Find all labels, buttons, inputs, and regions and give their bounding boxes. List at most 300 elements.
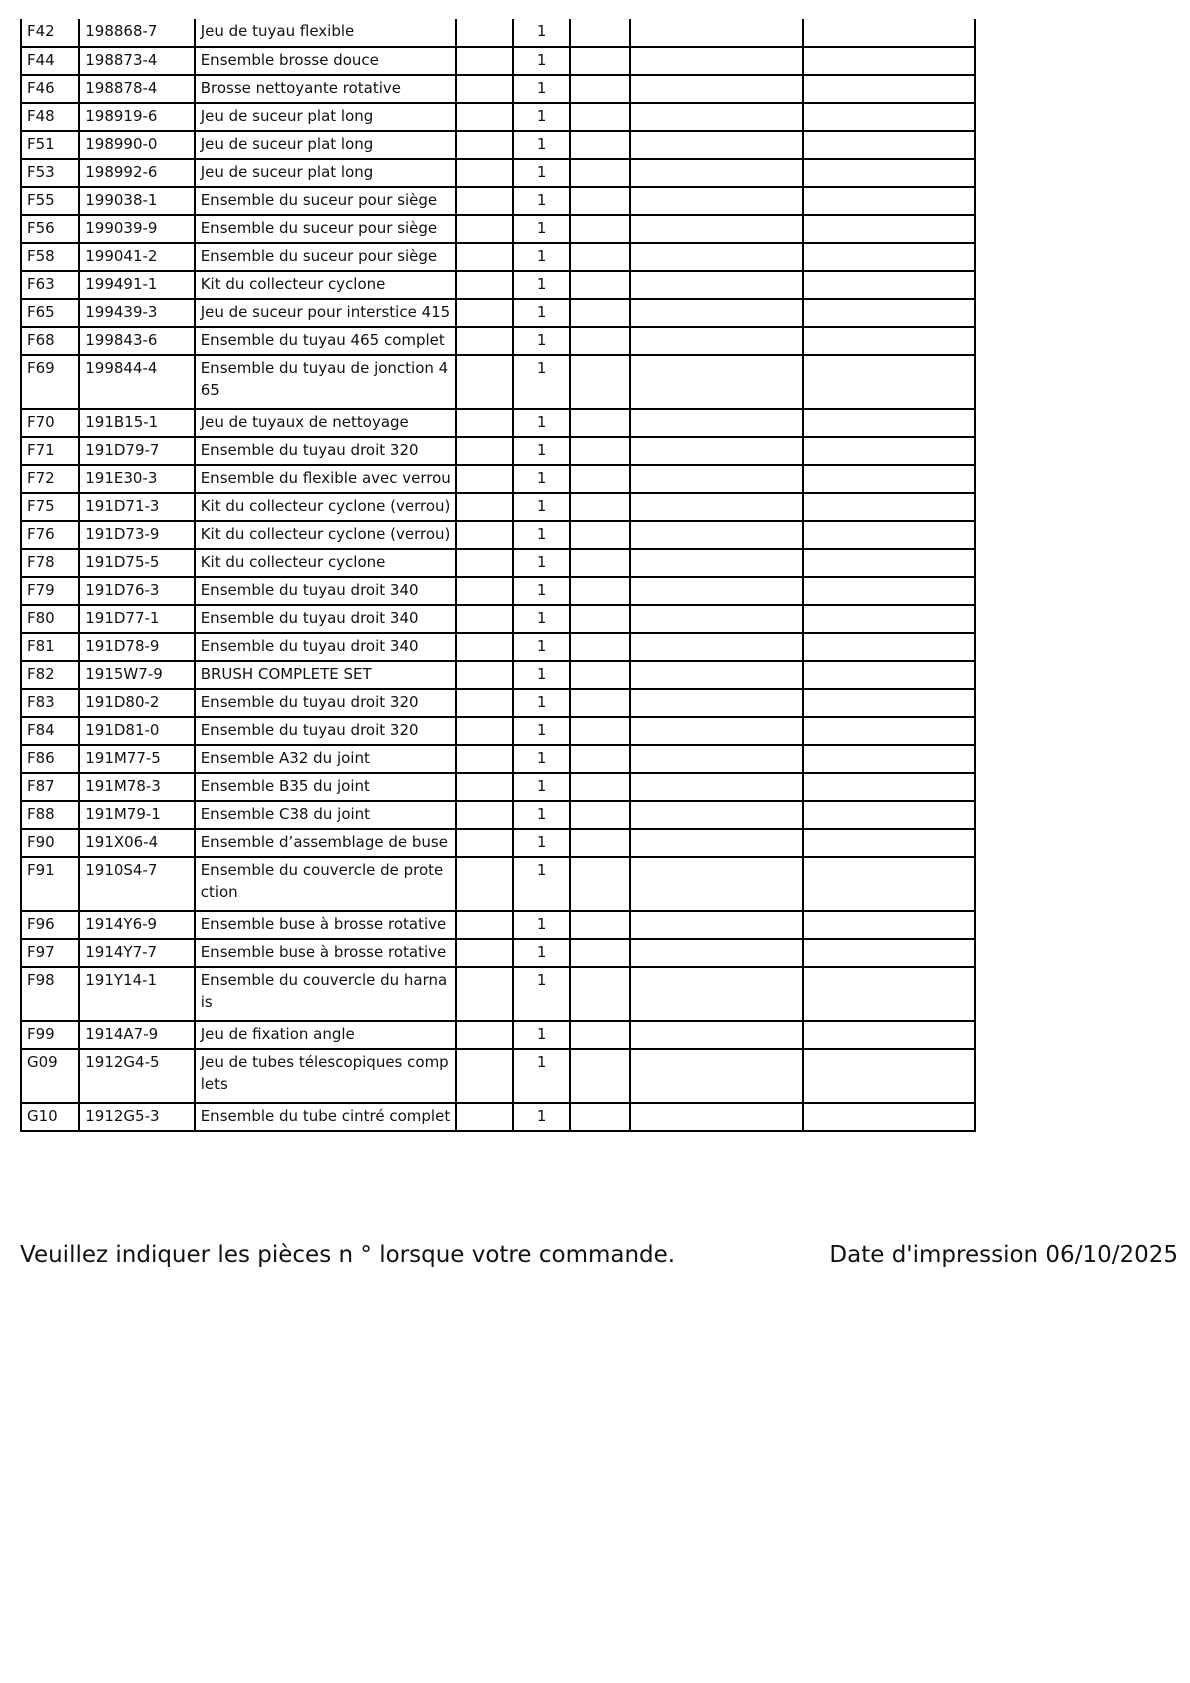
- part-name-cell: Ensemble C38 du joint: [195, 801, 456, 829]
- part-code-cell: 198878-4: [79, 75, 194, 103]
- part-code-cell: 1914Y7-7: [79, 939, 194, 967]
- empty-cell: [570, 159, 629, 187]
- empty-cell: [630, 1049, 804, 1103]
- empty-cell: [570, 75, 629, 103]
- part-name-cell: Ensemble du tuyau 465 complet: [195, 327, 456, 355]
- table-row: [21, 1103, 975, 1131]
- empty-cell: [456, 773, 513, 801]
- part-ref-cell: F75: [21, 493, 79, 521]
- empty-cell: [570, 911, 629, 939]
- part-name-cell: Jeu de tuyau flexible: [195, 19, 456, 47]
- table-row: [21, 437, 975, 465]
- empty-cell: [803, 857, 975, 911]
- empty-cell: [630, 577, 804, 605]
- part-qty-cell: 1: [513, 717, 570, 745]
- empty-cell: [803, 717, 975, 745]
- empty-cell: [570, 355, 629, 409]
- empty-cell: [630, 829, 804, 857]
- empty-cell: [803, 103, 975, 131]
- empty-cell: [456, 521, 513, 549]
- part-name-cell: Jeu de fixation angle: [195, 1021, 456, 1049]
- table-row: [21, 159, 975, 187]
- part-qty-cell: 1: [513, 911, 570, 939]
- table-row: [21, 939, 975, 967]
- part-qty-cell: 1: [513, 187, 570, 215]
- table-row: [21, 75, 975, 103]
- empty-cell: [630, 215, 804, 243]
- part-code-cell: 191D78-9: [79, 633, 194, 661]
- empty-cell: [630, 355, 804, 409]
- empty-cell: [803, 1049, 975, 1103]
- part-name-cell: Ensemble du tuyau de jonction 4 65: [195, 355, 456, 409]
- part-code-cell: 191D73-9: [79, 521, 194, 549]
- empty-cell: [570, 857, 629, 911]
- empty-cell: [803, 801, 975, 829]
- part-name-cell: Ensemble buse à brosse rotative: [195, 911, 456, 939]
- empty-cell: [456, 633, 513, 661]
- empty-cell: [803, 689, 975, 717]
- part-name-cell: Kit du collecteur cyclone (verrou): [195, 493, 456, 521]
- empty-cell: [456, 605, 513, 633]
- part-ref-cell: F68: [21, 327, 79, 355]
- part-code-cell: 191D75-5: [79, 549, 194, 577]
- empty-cell: [456, 577, 513, 605]
- empty-cell: [570, 103, 629, 131]
- part-code-cell: 191M79-1: [79, 801, 194, 829]
- part-ref-cell: F86: [21, 745, 79, 773]
- part-code-cell: 191B15-1: [79, 409, 194, 437]
- empty-cell: [570, 215, 629, 243]
- print-date: Date d'impression 06/10/2025: [829, 1242, 1178, 1268]
- part-name-cell: Ensemble du tuyau droit 340: [195, 577, 456, 605]
- part-name-cell: Jeu de suceur plat long: [195, 103, 456, 131]
- part-qty-cell: 1: [513, 19, 570, 47]
- empty-cell: [803, 939, 975, 967]
- part-code-cell: 191E30-3: [79, 465, 194, 493]
- empty-cell: [630, 327, 804, 355]
- empty-cell: [803, 159, 975, 187]
- part-ref-cell: F51: [21, 131, 79, 159]
- part-qty-cell: 1: [513, 493, 570, 521]
- empty-cell: [570, 633, 629, 661]
- part-code-cell: 198873-4: [79, 47, 194, 75]
- table-row: [21, 1021, 975, 1049]
- empty-cell: [456, 857, 513, 911]
- empty-cell: [456, 689, 513, 717]
- empty-cell: [570, 465, 629, 493]
- empty-cell: [456, 159, 513, 187]
- empty-cell: [803, 1021, 975, 1049]
- part-name-cell: Ensemble du tuyau droit 320: [195, 689, 456, 717]
- part-ref-cell: F84: [21, 717, 79, 745]
- part-name-cell: Ensemble A32 du joint: [195, 745, 456, 773]
- table-row: [21, 633, 975, 661]
- empty-cell: [570, 689, 629, 717]
- part-code-cell: 1910S4-7: [79, 857, 194, 911]
- table-row: [21, 549, 975, 577]
- empty-cell: [456, 355, 513, 409]
- part-qty-cell: 1: [513, 409, 570, 437]
- part-code-cell: 199843-6: [79, 327, 194, 355]
- part-ref-cell: G09: [21, 1049, 79, 1103]
- empty-cell: [570, 661, 629, 689]
- empty-cell: [570, 271, 629, 299]
- part-qty-cell: 1: [513, 1103, 570, 1131]
- empty-cell: [630, 689, 804, 717]
- part-ref-cell: F44: [21, 47, 79, 75]
- part-name-cell: Ensemble B35 du joint: [195, 773, 456, 801]
- part-ref-cell: F63: [21, 271, 79, 299]
- empty-cell: [630, 75, 804, 103]
- part-name-cell: Ensemble du suceur pour siège: [195, 215, 456, 243]
- empty-cell: [456, 661, 513, 689]
- empty-cell: [570, 409, 629, 437]
- empty-cell: [570, 521, 629, 549]
- empty-cell: [456, 493, 513, 521]
- part-qty-cell: 1: [513, 829, 570, 857]
- table-row: [21, 967, 975, 1021]
- empty-cell: [456, 409, 513, 437]
- empty-cell: [803, 215, 975, 243]
- empty-cell: [630, 661, 804, 689]
- empty-cell: [570, 131, 629, 159]
- empty-cell: [803, 829, 975, 857]
- empty-cell: [630, 773, 804, 801]
- part-code-cell: 199491-1: [79, 271, 194, 299]
- part-ref-cell: F56: [21, 215, 79, 243]
- part-qty-cell: 1: [513, 773, 570, 801]
- part-code-cell: 199439-3: [79, 299, 194, 327]
- part-name-cell: Ensemble du tuyau droit 320: [195, 717, 456, 745]
- part-ref-cell: F69: [21, 355, 79, 409]
- table-row: [21, 661, 975, 689]
- empty-cell: [456, 19, 513, 47]
- empty-cell: [456, 939, 513, 967]
- part-code-cell: 191D71-3: [79, 493, 194, 521]
- part-name-cell: Ensemble du flexible avec verrou: [195, 465, 456, 493]
- empty-cell: [456, 103, 513, 131]
- empty-cell: [456, 911, 513, 939]
- part-code-cell: 199039-9: [79, 215, 194, 243]
- part-qty-cell: 1: [513, 577, 570, 605]
- part-qty-cell: 1: [513, 967, 570, 1021]
- table-row: [21, 911, 975, 939]
- table-row: [21, 465, 975, 493]
- empty-cell: [456, 47, 513, 75]
- part-ref-cell: F90: [21, 829, 79, 857]
- empty-cell: [570, 939, 629, 967]
- empty-cell: [630, 437, 804, 465]
- empty-cell: [803, 187, 975, 215]
- part-ref-cell: F72: [21, 465, 79, 493]
- empty-cell: [570, 801, 629, 829]
- empty-cell: [630, 271, 804, 299]
- table-row: [21, 689, 975, 717]
- empty-cell: [570, 299, 629, 327]
- part-code-cell: 191M77-5: [79, 745, 194, 773]
- part-name-cell: Ensemble brosse douce: [195, 47, 456, 75]
- empty-cell: [630, 801, 804, 829]
- part-ref-cell: F58: [21, 243, 79, 271]
- empty-cell: [456, 967, 513, 1021]
- part-qty-cell: 1: [513, 243, 570, 271]
- empty-cell: [630, 633, 804, 661]
- part-qty-cell: 1: [513, 521, 570, 549]
- part-qty-cell: 1: [513, 355, 570, 409]
- part-ref-cell: F65: [21, 299, 79, 327]
- empty-cell: [803, 967, 975, 1021]
- empty-cell: [630, 1021, 804, 1049]
- part-ref-cell: F91: [21, 857, 79, 911]
- empty-cell: [630, 103, 804, 131]
- part-qty-cell: 1: [513, 437, 570, 465]
- empty-cell: [456, 717, 513, 745]
- part-name-cell: Ensemble du tuyau droit 340: [195, 633, 456, 661]
- part-ref-cell: F48: [21, 103, 79, 131]
- table-row: [21, 717, 975, 745]
- empty-cell: [630, 159, 804, 187]
- table-row: [21, 47, 975, 75]
- empty-cell: [630, 717, 804, 745]
- part-qty-cell: 1: [513, 465, 570, 493]
- part-ref-cell: F97: [21, 939, 79, 967]
- empty-cell: [456, 1021, 513, 1049]
- empty-cell: [630, 19, 804, 47]
- empty-cell: [570, 967, 629, 1021]
- part-code-cell: 1915W7-9: [79, 661, 194, 689]
- part-code-cell: 191X06-4: [79, 829, 194, 857]
- part-qty-cell: 1: [513, 801, 570, 829]
- empty-cell: [803, 437, 975, 465]
- empty-cell: [803, 493, 975, 521]
- part-code-cell: 1914Y6-9: [79, 911, 194, 939]
- part-qty-cell: 1: [513, 939, 570, 967]
- empty-cell: [803, 521, 975, 549]
- part-qty-cell: 1: [513, 47, 570, 75]
- table-row: [21, 299, 975, 327]
- part-name-cell: Ensemble du couvercle de prote ction: [195, 857, 456, 911]
- empty-cell: [570, 493, 629, 521]
- part-code-cell: 199041-2: [79, 243, 194, 271]
- part-ref-cell: F70: [21, 409, 79, 437]
- empty-cell: [803, 327, 975, 355]
- empty-cell: [630, 1103, 804, 1131]
- empty-cell: [570, 437, 629, 465]
- table-row: [21, 801, 975, 829]
- part-ref-cell: F87: [21, 773, 79, 801]
- empty-cell: [456, 327, 513, 355]
- part-ref-cell: F88: [21, 801, 79, 829]
- part-ref-cell: F78: [21, 549, 79, 577]
- parts-table: [20, 19, 976, 1132]
- empty-cell: [456, 745, 513, 773]
- empty-cell: [570, 549, 629, 577]
- table-row: [21, 327, 975, 355]
- empty-cell: [630, 745, 804, 773]
- part-name-cell: Ensemble d’assemblage de buse: [195, 829, 456, 857]
- empty-cell: [456, 437, 513, 465]
- part-qty-cell: 1: [513, 1049, 570, 1103]
- empty-cell: [456, 299, 513, 327]
- part-ref-cell: F53: [21, 159, 79, 187]
- part-name-cell: Kit du collecteur cyclone (verrou): [195, 521, 456, 549]
- table-row: [21, 271, 975, 299]
- empty-cell: [570, 47, 629, 75]
- empty-cell: [803, 409, 975, 437]
- part-code-cell: 198992-6: [79, 159, 194, 187]
- part-name-cell: Jeu de suceur plat long: [195, 159, 456, 187]
- empty-cell: [456, 75, 513, 103]
- table-row: [21, 409, 975, 437]
- empty-cell: [456, 131, 513, 159]
- part-qty-cell: 1: [513, 299, 570, 327]
- empty-cell: [803, 633, 975, 661]
- part-code-cell: 191D77-1: [79, 605, 194, 633]
- empty-cell: [803, 299, 975, 327]
- part-name-cell: Kit du collecteur cyclone: [195, 549, 456, 577]
- table-row: [21, 857, 975, 911]
- empty-cell: [570, 577, 629, 605]
- part-ref-cell: F81: [21, 633, 79, 661]
- part-code-cell: 1912G5-3: [79, 1103, 194, 1131]
- empty-cell: [803, 75, 975, 103]
- part-code-cell: 191D79-7: [79, 437, 194, 465]
- parts-table-body: [21, 19, 975, 1131]
- empty-cell: [803, 465, 975, 493]
- table-row: [21, 773, 975, 801]
- part-qty-cell: 1: [513, 103, 570, 131]
- empty-cell: [630, 521, 804, 549]
- empty-cell: [570, 1049, 629, 1103]
- part-code-cell: 199038-1: [79, 187, 194, 215]
- empty-cell: [570, 829, 629, 857]
- empty-cell: [630, 911, 804, 939]
- part-qty-cell: 1: [513, 271, 570, 299]
- part-code-cell: 191M78-3: [79, 773, 194, 801]
- empty-cell: [803, 131, 975, 159]
- part-ref-cell: F76: [21, 521, 79, 549]
- part-code-cell: 191D81-0: [79, 717, 194, 745]
- empty-cell: [803, 661, 975, 689]
- empty-cell: [456, 271, 513, 299]
- empty-cell: [803, 355, 975, 409]
- order-instruction-note: Veuillez indiquer les pièces n ° lorsque votre commande.: [20, 1242, 676, 1268]
- part-qty-cell: 1: [513, 75, 570, 103]
- empty-cell: [803, 577, 975, 605]
- empty-cell: [630, 465, 804, 493]
- part-code-cell: 199844-4: [79, 355, 194, 409]
- part-name-cell: Ensemble du tuyau droit 320: [195, 437, 456, 465]
- empty-cell: [570, 1021, 629, 1049]
- empty-cell: [570, 745, 629, 773]
- empty-cell: [570, 243, 629, 271]
- empty-cell: [630, 187, 804, 215]
- part-qty-cell: 1: [513, 159, 570, 187]
- part-name-cell: Jeu de tuyaux de nettoyage: [195, 409, 456, 437]
- part-code-cell: 191D80-2: [79, 689, 194, 717]
- table-row: [21, 355, 975, 409]
- empty-cell: [630, 939, 804, 967]
- part-code-cell: 1912G4-5: [79, 1049, 194, 1103]
- part-name-cell: Jeu de tubes télescopiques comp lets: [195, 1049, 456, 1103]
- empty-cell: [630, 857, 804, 911]
- empty-cell: [630, 47, 804, 75]
- empty-cell: [456, 1103, 513, 1131]
- part-ref-cell: F82: [21, 661, 79, 689]
- table-row: [21, 829, 975, 857]
- part-qty-cell: 1: [513, 605, 570, 633]
- part-ref-cell: F42: [21, 19, 79, 47]
- part-name-cell: Ensemble du suceur pour siège: [195, 243, 456, 271]
- part-name-cell: Jeu de suceur plat long: [195, 131, 456, 159]
- table-row: [21, 577, 975, 605]
- empty-cell: [803, 911, 975, 939]
- empty-cell: [630, 967, 804, 1021]
- table-row: [21, 521, 975, 549]
- empty-cell: [570, 19, 629, 47]
- part-qty-cell: 1: [513, 745, 570, 773]
- table-row: [21, 493, 975, 521]
- part-ref-cell: F98: [21, 967, 79, 1021]
- part-ref-cell: F83: [21, 689, 79, 717]
- empty-cell: [456, 215, 513, 243]
- table-row: [21, 243, 975, 271]
- part-code-cell: 191Y14-1: [79, 967, 194, 1021]
- part-ref-cell: G10: [21, 1103, 79, 1131]
- part-name-cell: BRUSH COMPLETE SET: [195, 661, 456, 689]
- empty-cell: [570, 773, 629, 801]
- empty-cell: [456, 243, 513, 271]
- part-code-cell: 198919-6: [79, 103, 194, 131]
- part-name-cell: Ensemble du tuyau droit 340: [195, 605, 456, 633]
- part-name-cell: Ensemble du tube cintré complet: [195, 1103, 456, 1131]
- empty-cell: [570, 187, 629, 215]
- empty-cell: [456, 801, 513, 829]
- part-qty-cell: 1: [513, 1021, 570, 1049]
- part-name-cell: Ensemble du suceur pour siège: [195, 187, 456, 215]
- empty-cell: [456, 549, 513, 577]
- table-row: [21, 19, 975, 47]
- part-qty-cell: 1: [513, 131, 570, 159]
- part-ref-cell: F79: [21, 577, 79, 605]
- empty-cell: [803, 605, 975, 633]
- part-qty-cell: 1: [513, 661, 570, 689]
- empty-cell: [456, 1049, 513, 1103]
- table-row: [21, 215, 975, 243]
- table-row: [21, 1049, 975, 1103]
- empty-cell: [630, 243, 804, 271]
- part-name-cell: Jeu de suceur pour interstice 415: [195, 299, 456, 327]
- empty-cell: [456, 829, 513, 857]
- part-ref-cell: F71: [21, 437, 79, 465]
- part-code-cell: 198990-0: [79, 131, 194, 159]
- part-code-cell: 198868-7: [79, 19, 194, 47]
- empty-cell: [803, 271, 975, 299]
- part-qty-cell: 1: [513, 549, 570, 577]
- part-qty-cell: 1: [513, 633, 570, 661]
- table-row: [21, 745, 975, 773]
- part-name-cell: Ensemble buse à brosse rotative: [195, 939, 456, 967]
- empty-cell: [570, 327, 629, 355]
- part-name-cell: Ensemble du couvercle du harna is: [195, 967, 456, 1021]
- part-name-cell: Brosse nettoyante rotative: [195, 75, 456, 103]
- part-code-cell: 191D76-3: [79, 577, 194, 605]
- part-qty-cell: 1: [513, 689, 570, 717]
- empty-cell: [803, 47, 975, 75]
- part-ref-cell: F80: [21, 605, 79, 633]
- empty-cell: [630, 131, 804, 159]
- empty-cell: [803, 773, 975, 801]
